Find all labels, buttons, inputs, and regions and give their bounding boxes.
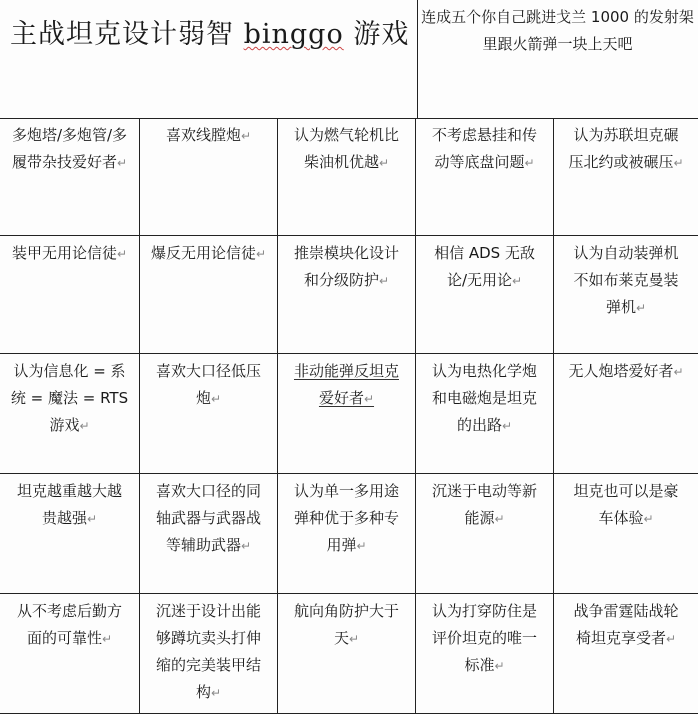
bingo-cell <box>554 354 698 474</box>
cell-text: 多炮塔/多炮管/多履带杂技爱好者 ↵ <box>11 122 129 235</box>
rule-note-cell <box>417 0 698 119</box>
bingo-cell <box>416 474 554 594</box>
title-main: 主战坦克设计弱智 <box>10 19 244 50</box>
bingo-cell <box>554 594 698 714</box>
cell-text: 认为信息化 = 系统 = 魔法 = RTS 游戏 ↵ <box>11 358 129 473</box>
bingo-cell <box>416 354 554 474</box>
bingo-grid <box>0 118 698 714</box>
cell-text: 喜欢大口径低压炮 ↵ <box>150 358 268 473</box>
bingo-cell <box>278 354 416 474</box>
title-tail: 游戏 <box>343 19 410 50</box>
cell-text: 装甲无用论信徒 ↵ <box>11 240 129 353</box>
cell-text: 坦克也可以是豪车体验 ↵ <box>567 478 685 593</box>
bingo-cell <box>140 594 278 714</box>
bingo-cell <box>416 236 554 354</box>
bingo-cell <box>554 474 698 594</box>
bingo-cell <box>140 118 278 236</box>
cell-text: 喜欢线膛炮 ↵ <box>150 122 268 235</box>
cell-text: 沉迷于电动等新能源 ↵ <box>426 478 544 593</box>
cell-text: 航向角防护大于天 ↵ <box>288 598 406 713</box>
title-latin: binggo <box>243 19 344 50</box>
cell-text: 认为苏联坦克碾压北约或被碾压 ↵ <box>567 122 685 235</box>
bingo-cell <box>140 236 278 354</box>
cell-text: 战争雷霆陆战轮椅坦克享受者 ↵ <box>567 598 685 713</box>
bingo-cell <box>0 354 140 474</box>
cell-text: 认为电热化学炮和电磁炮是坦克的出路 ↵ <box>426 358 544 473</box>
cell-text: 相信 ADS 无敌论/无用论 ↵ <box>426 240 544 353</box>
bingo-cell <box>278 236 416 354</box>
bingo-cell <box>278 118 416 236</box>
bingo-cell <box>140 354 278 474</box>
bingo-cell <box>554 118 698 236</box>
bingo-cell <box>140 474 278 594</box>
cell-text: 沉迷于设计出能够蹲坑卖头打伸缩的完美装甲结构 ↵ <box>150 598 268 713</box>
cell-text: 喜欢大口径的同轴武器与武器战等辅助武器 ↵ <box>150 478 268 593</box>
bingo-cell <box>0 474 140 594</box>
bingo-cell <box>278 474 416 594</box>
cell-text: 无人炮塔爱好者 ↵ <box>567 358 685 473</box>
bingo-cell <box>416 594 554 714</box>
bingo-cell <box>278 594 416 714</box>
cell-text: 不考虑悬挂和传动等底盘问题 ↵ <box>426 122 544 235</box>
cell-text: 推崇模块化设计和分级防护 ↵ <box>288 240 406 353</box>
cell-text: 非动能弹反坦克爱好者 ↵ <box>288 358 406 473</box>
cell-text: 坦克越重越大越贵越强 ↵ <box>11 478 129 593</box>
cell-text: 从不考虑后勤方面的可靠性 ↵ <box>11 598 129 713</box>
cell-text: 认为打穿防住是评价坦克的唯一标准 ↵ <box>426 598 544 713</box>
rule-note: 连成五个你自己跳进戈兰 1000 的发射架里跟火箭弹一块上天吧 <box>421 8 694 53</box>
cell-text: 认为单一多用途弹种优于多种专用弹 ↵ <box>288 478 406 593</box>
title-cell <box>0 0 418 119</box>
cell-text: 认为自动装弹机不如布莱克曼装弹机 ↵ <box>567 240 685 353</box>
bingo-cell <box>0 594 140 714</box>
bingo-cell <box>554 236 698 354</box>
page-title <box>10 12 409 51</box>
cell-text: 认为燃气轮机比柴油机优越 ↵ <box>288 122 406 235</box>
bingo-cell <box>416 118 554 236</box>
bingo-cell <box>0 118 140 236</box>
bingo-cell <box>0 236 140 354</box>
cell-text: 爆反无用论信徒 ↵ <box>150 240 268 353</box>
